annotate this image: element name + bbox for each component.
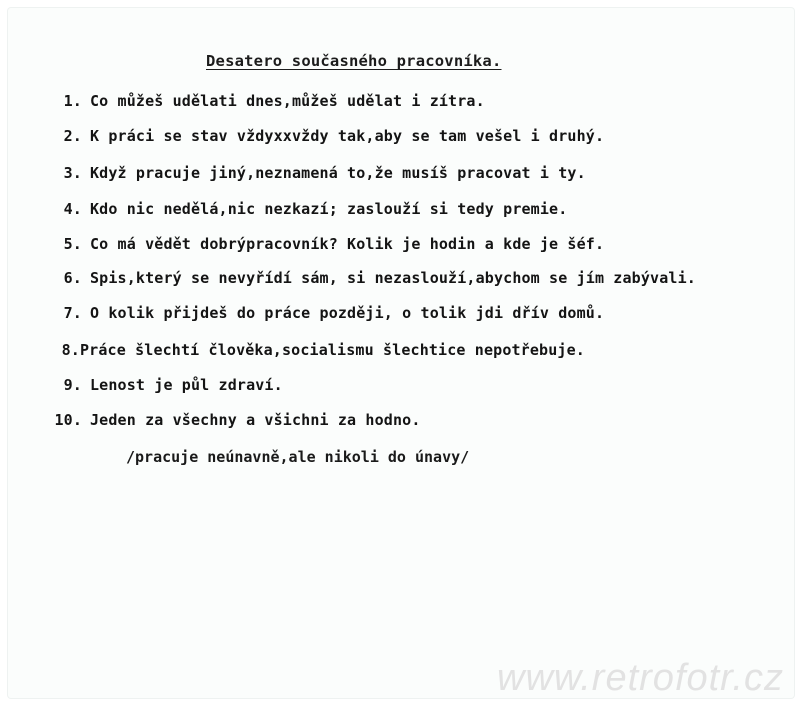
item-number: 4. (63, 200, 82, 218)
item-number: 2. (63, 127, 82, 145)
item-text: K práci se stav vždyxxvždy tak,aby se tam vešel i druhý. (90, 127, 605, 145)
item-text: Když pracuje jiný,neznamená to,že musíš pracovat i ty. (90, 164, 586, 182)
list-item (44, 341, 585, 359)
item-text: Kdo nic nedělá,nic nezkazí; zaslouží si tedy premie. (90, 200, 568, 218)
item-text: Jeden za všechny a všichni za hodno. (90, 411, 421, 429)
item-text: Lenost je půl zdraví. (90, 376, 283, 394)
item-number: 8. (61, 341, 80, 359)
watermark-text: www.retrofotr.cz (497, 657, 784, 699)
list-item (44, 304, 604, 322)
list-item (44, 200, 567, 218)
item-number: 7. (63, 304, 82, 322)
item-number: 3. (63, 164, 82, 182)
list-item (44, 127, 604, 145)
item-text: Co má vědět dobrýpracovník? Kolik je hodin a kde je šéf. (90, 235, 605, 253)
document-title: Desatero současného pracovníka. (206, 52, 502, 70)
list-item (44, 164, 586, 182)
list-item (44, 235, 604, 253)
list-item (44, 92, 485, 110)
item-text: Co můžeš udělati dnes,můžeš udělat i zítra. (90, 92, 485, 110)
item-number: 5. (63, 235, 82, 253)
item-number: 9. (63, 376, 82, 394)
item-text: Práce šlechtí člověka,socialismu šlechtice nepotřebuje. (80, 341, 585, 359)
list-item (44, 376, 283, 394)
document-footer-note: /pracuje neúnavně,ale nikoli do únavy/ (126, 448, 470, 466)
item-number: 6. (63, 269, 82, 287)
list-item (44, 411, 421, 429)
list-item (44, 269, 696, 287)
item-number: 10. (54, 411, 82, 429)
item-text: Spis,který se nevyřídí sám, si nezaslouží,abychom se jím zabývali. (90, 269, 696, 287)
item-number: 1. (63, 92, 82, 110)
item-text: O kolik přijdeš do práce později, o tolik jdi dřív domů. (90, 304, 605, 322)
